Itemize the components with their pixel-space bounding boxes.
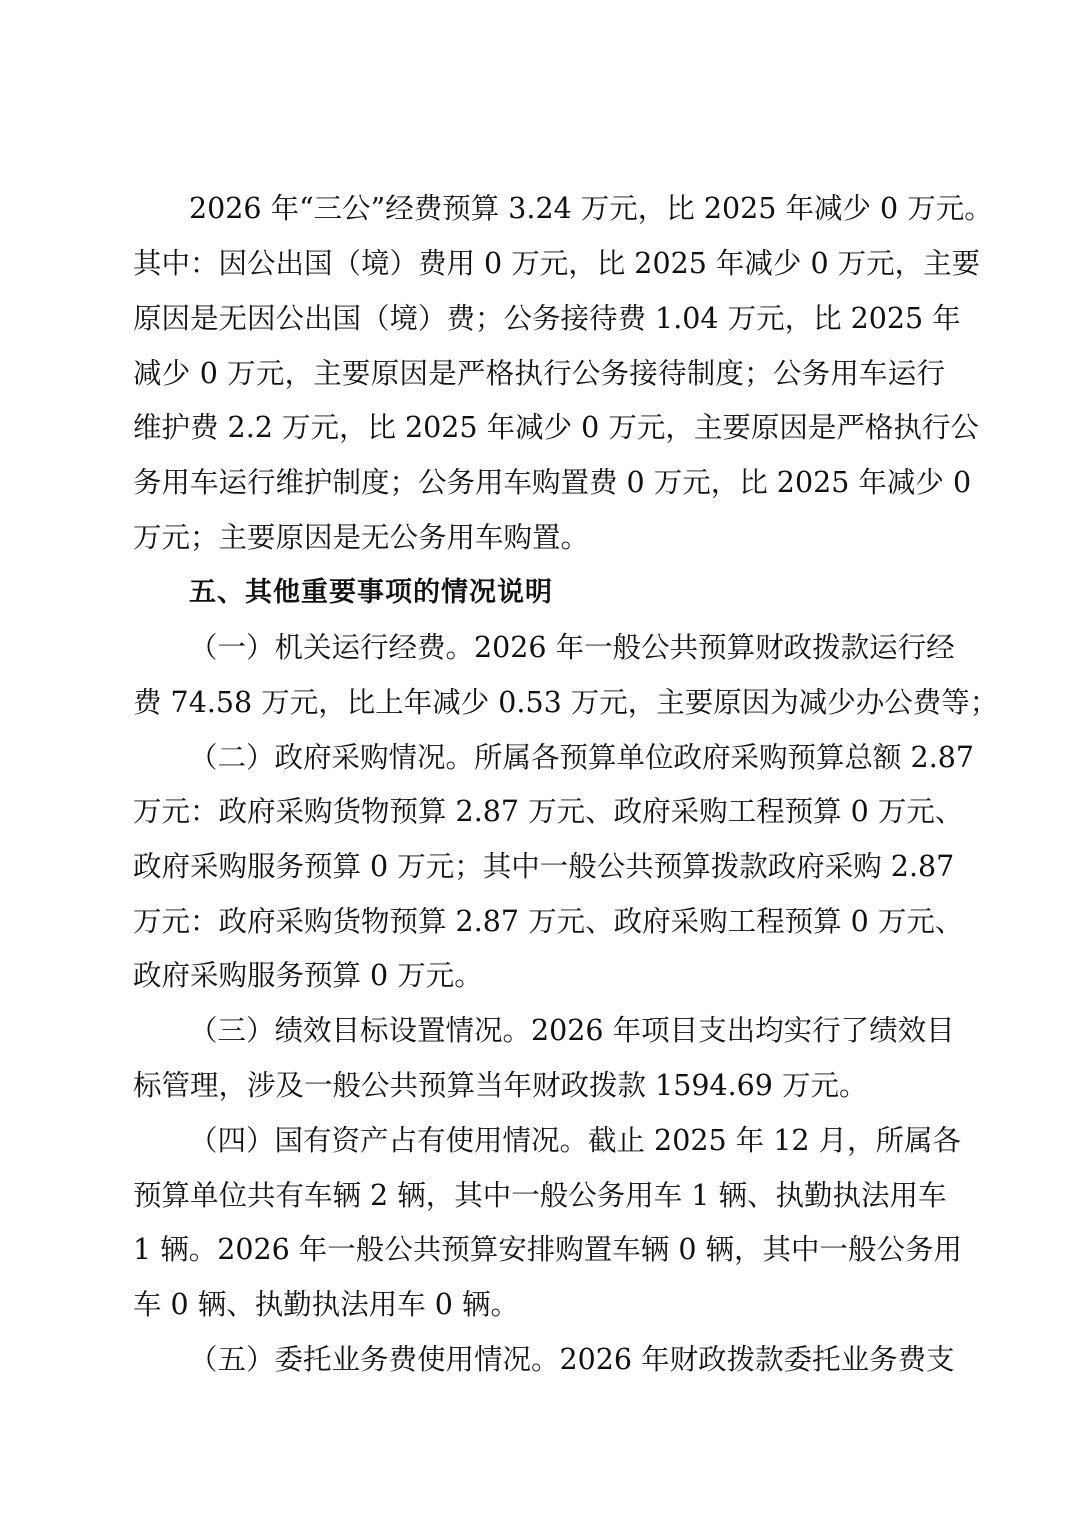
- paragraph-operating-expenses-line-1: （一）机关运行经费。2026 年一般公共预算财政拨款运行经: [189, 631, 955, 664]
- paragraph-procurement-line-3: 政府采购服务预算 0 万元；其中一般公共预算拨款政府采购 2.87: [133, 850, 955, 883]
- paragraph-procurement-line-1: （二）政府采购情况。所属各预算单位政府采购预算总额 2.87: [189, 741, 975, 774]
- paragraph-entrusted-business-line-1: （五）委托业务费使用情况。2026 年财政拨款委托业务费支: [189, 1343, 955, 1376]
- paragraph-procurement-line-5: 政府采购服务预算 0 万元。: [133, 959, 483, 992]
- paragraph-three-public-line-4: 减少 0 万元，主要原因是严格执行公务接待制度；公务用车运行: [133, 357, 945, 390]
- paragraph-performance-line-1: （三）绩效目标设置情况。2026 年项目支出均实行了绩效目: [189, 1014, 955, 1047]
- paragraph-procurement-line-4: 万元：政府采购货物预算 2.87 万元、政府采购工程预算 0 万元、: [133, 905, 964, 938]
- paragraph-performance-line-2: 标管理，涉及一般公共预算当年财政拨款 1594.69 万元。: [133, 1069, 868, 1102]
- paragraph-assets-line-1: （四）国有资产占有使用情况。截止 2025 年 12 月，所属各: [189, 1124, 962, 1157]
- paragraph-assets-line-4: 车 0 辆、执勤执法用车 0 辆。: [133, 1288, 520, 1321]
- paragraph-three-public-line-3: 原因是无因公出国（境）费；公务接待费 1.04 万元，比 2025 年: [133, 302, 961, 335]
- paragraph-assets-line-2: 预算单位共有车辆 2 辆，其中一般公务用车 1 辆、执勤执法用车: [133, 1179, 947, 1212]
- paragraph-three-public-line-6: 务用车运行维护制度；公务用车购置费 0 万元，比 2025 年减少 0: [133, 466, 972, 499]
- paragraph-procurement-line-2: 万元：政府采购货物预算 2.87 万元、政府采购工程预算 0 万元、: [133, 795, 964, 828]
- paragraph-three-public-line-5: 维护费 2.2 万元，比 2025 年减少 0 万元，主要原因是严格执行公: [133, 411, 979, 444]
- paragraph-assets-line-3: 1 辆。2026 年一般公共预算安排购置车辆 0 辆，其中一般公务用: [133, 1233, 963, 1266]
- paragraph-operating-expenses-line-2: 费 74.58 万元，比上年减少 0.53 万元，主要原因为减少办公费等；: [133, 686, 999, 719]
- paragraph-three-public-line-2: 其中：因公出国（境）费用 0 万元，比 2025 年减少 0 万元，主要: [133, 247, 981, 280]
- section-heading-other-matters: 五、其他重要事项的情况说明: [189, 577, 553, 608]
- paragraph-three-public-line-7: 万元；主要原因是无公务用车购置。: [133, 521, 590, 554]
- paragraph-three-public-line-1: 2026 年“三公”经费预算 3.24 万元，比 2025 年减少 0 万元。: [189, 192, 993, 225]
